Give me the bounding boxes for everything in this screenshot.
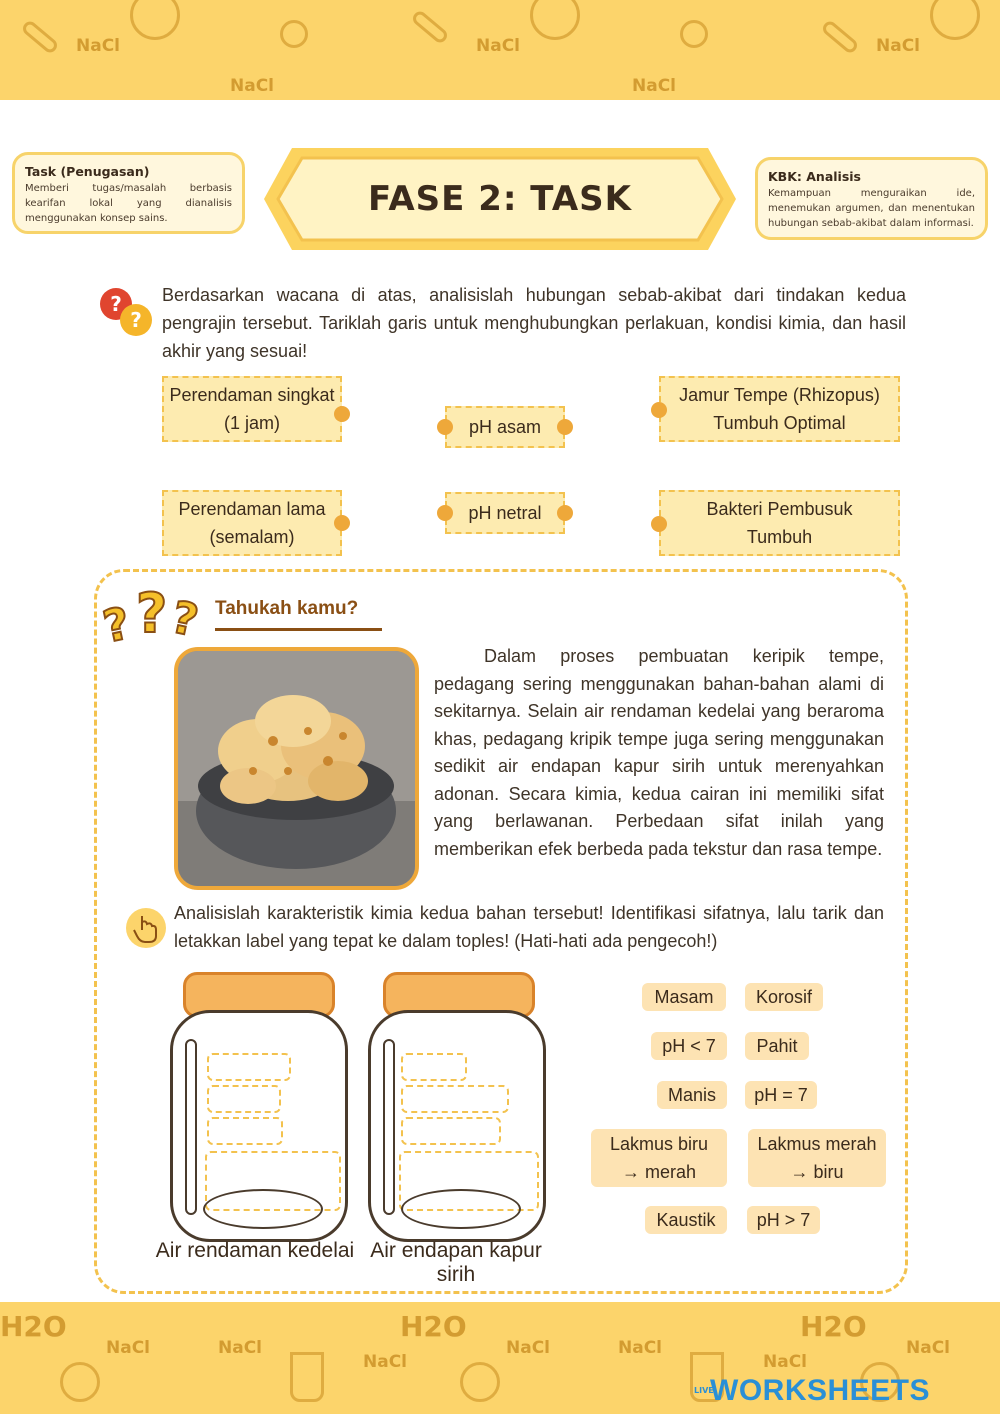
dna-doodle-icon — [820, 19, 860, 55]
did-you-know-body: Dalam proses pembuatan keripik tempe, pedagang sering menggunakan bahan-bahan alami di sekitarnya. Selain air rendaman kedelai yang beraroma khas, pedagang kripik tempe juga sering menggunakan sedikit air endapan kapur sirih untuk merenyahkan adonan. Secara kimia, kedua cairan ini memiliki sifat yang berlawanan. Perbedaan sifat inilah yang memberikan efek berbeda pada tekstur dan rasa tempe. — [434, 646, 884, 859]
nacl-doodle: NaCl — [632, 76, 677, 96]
activity-instruction: Analisislah karakteristik kimia kedua bahan tersebut! Identifikasi sifatnya, lalu tarik dan letakkan label yang tepat ke dalam toples! (Hati-hati ada pengecoh!) — [174, 903, 884, 951]
kbk-info-card — [755, 157, 988, 240]
kbk-card-title: KBK: Analisis — [768, 169, 861, 184]
match-middle-1-dot-right[interactable] — [557, 419, 573, 435]
nacl-doodle: NaCl — [230, 76, 275, 96]
atom-doodle-icon — [680, 20, 708, 48]
title-underline — [215, 628, 382, 631]
match-middle-2[interactable]: pH netral — [445, 492, 565, 534]
h2o-doodle: H2O — [800, 1310, 867, 1343]
nacl-doodle: NaCl — [618, 1338, 663, 1358]
kbk-card-desc: Kemampuan menguraikan ide, menemukan argumen, dan menentukan hubungan sebab-akibat dalam informasi. — [768, 188, 975, 229]
jar-2-label: Air endapan kapur sirih — [370, 1239, 542, 1286]
atom-doodle-icon — [280, 20, 308, 48]
jar-1-label: Air rendaman kedelai — [155, 1239, 355, 1262]
tag-ph-equal-7[interactable]: pH = 7 — [745, 1081, 817, 1109]
match-right-1-dot[interactable] — [651, 402, 667, 418]
match-left-2[interactable]: Perendaman lama (semalam) — [162, 490, 342, 556]
jar-1-glare — [185, 1039, 197, 1215]
jar-1-slot-1[interactable] — [207, 1053, 291, 1081]
jar-2-dropzone[interactable] — [368, 1010, 546, 1242]
jar-2-bottom — [401, 1189, 521, 1229]
did-you-know-title: Tahukah kamu? — [215, 598, 359, 619]
match-middle-2-dot-left[interactable] — [437, 505, 453, 521]
tag-korosif[interactable]: Korosif — [745, 983, 823, 1011]
nacl-doodle: NaCl — [906, 1338, 951, 1358]
jar-2-slot-1[interactable] — [401, 1053, 467, 1081]
nacl-doodle: NaCl — [476, 36, 521, 56]
brand-live-mark: LIVE — [694, 1386, 714, 1395]
flask-doodle-icon — [930, 0, 980, 40]
task-card-desc: Memberi tugas/masalah berbasis kearifan lokal yang dianalisis menggunakan konsep sains. — [25, 183, 232, 224]
tag-litmus-blue-red[interactable]: Lakmus biru → merah — [591, 1129, 727, 1187]
nacl-doodle: NaCl — [218, 1338, 263, 1358]
jar-1-slot-3[interactable] — [207, 1117, 283, 1145]
brand-wordmark: WORKSHEETS — [710, 1374, 931, 1407]
nacl-doodle: NaCl — [363, 1352, 408, 1372]
beaker-doodle-icon — [290, 1352, 324, 1402]
dna-doodle-icon — [20, 19, 60, 55]
phase-title: FASE 2: TASK — [368, 179, 632, 219]
match-right-2[interactable]: Bakteri Pembusuk Tumbuh — [659, 490, 900, 556]
tag-manis[interactable]: Manis — [657, 1081, 727, 1109]
match-left-2-dot[interactable] — [334, 515, 350, 531]
top-decor-band — [0, 0, 1000, 100]
question-bubble-icon: ? ? — [100, 288, 158, 340]
bottom-decor-band — [0, 1302, 1000, 1414]
jar-2-slot-3[interactable] — [401, 1117, 501, 1145]
dna-doodle-icon — [410, 9, 450, 45]
nacl-doodle: NaCl — [106, 1338, 151, 1358]
match-middle-1[interactable]: pH asam — [445, 406, 565, 448]
jar-2-glare — [383, 1039, 395, 1215]
tag-litmus-red-blue[interactable]: Lakmus merah → biru — [748, 1129, 886, 1187]
tag-ph-less-7[interactable]: pH < 7 — [651, 1032, 727, 1060]
tag-kaustik[interactable]: Kaustik — [645, 1206, 727, 1234]
question-marks-icon: ? ? ? — [98, 582, 203, 654]
tempe-chips-photo — [174, 647, 419, 890]
nacl-doodle: NaCl — [76, 36, 121, 56]
task-info-card — [12, 152, 245, 234]
tag-ph-greater-7[interactable]: pH > 7 — [747, 1206, 820, 1234]
h2o-doodle: H2O — [0, 1310, 67, 1343]
task-card-title: Task (Penugasan) — [25, 164, 150, 179]
flask-doodle-icon — [530, 0, 580, 40]
jar-1-slot-2[interactable] — [207, 1085, 281, 1113]
atom-doodle-icon — [460, 1362, 500, 1402]
flask-doodle-icon — [130, 0, 180, 40]
hand-pointer-icon — [126, 908, 166, 948]
nacl-doodle: NaCl — [876, 36, 921, 56]
match-middle-2-dot-right[interactable] — [557, 505, 573, 521]
match-right-1[interactable]: Jamur Tempe (Rhizopus) Tumbuh Optimal — [659, 376, 900, 442]
tag-masam[interactable]: Masam — [642, 983, 726, 1011]
phase-title-banner — [262, 146, 738, 252]
match-middle-1-dot-left[interactable] — [437, 419, 453, 435]
jar-2-slot-2[interactable] — [401, 1085, 509, 1113]
atom-doodle-icon — [60, 1362, 100, 1402]
nacl-doodle: NaCl — [763, 1352, 808, 1372]
match-right-2-dot[interactable] — [651, 516, 667, 532]
jar-1-bottom — [203, 1189, 323, 1229]
tag-pahit[interactable]: Pahit — [745, 1032, 809, 1060]
h2o-doodle: H2O — [400, 1310, 467, 1343]
nacl-doodle: NaCl — [506, 1338, 551, 1358]
instruction-text: Berdasarkan wacana di atas, analisislah hubungan sebab-akibat dari tindakan kedua pengrajin tersebut. Tariklah garis untuk menghubungkan perlakuan, kondisi kimia, dan hasil akhir yang sesuai! — [162, 285, 906, 361]
match-left-1-dot[interactable] — [334, 406, 350, 422]
jar-1-dropzone[interactable] — [170, 1010, 348, 1242]
match-left-1[interactable]: Perendaman singkat (1 jam) — [162, 376, 342, 442]
liveworksheets-logo — [694, 1374, 930, 1408]
